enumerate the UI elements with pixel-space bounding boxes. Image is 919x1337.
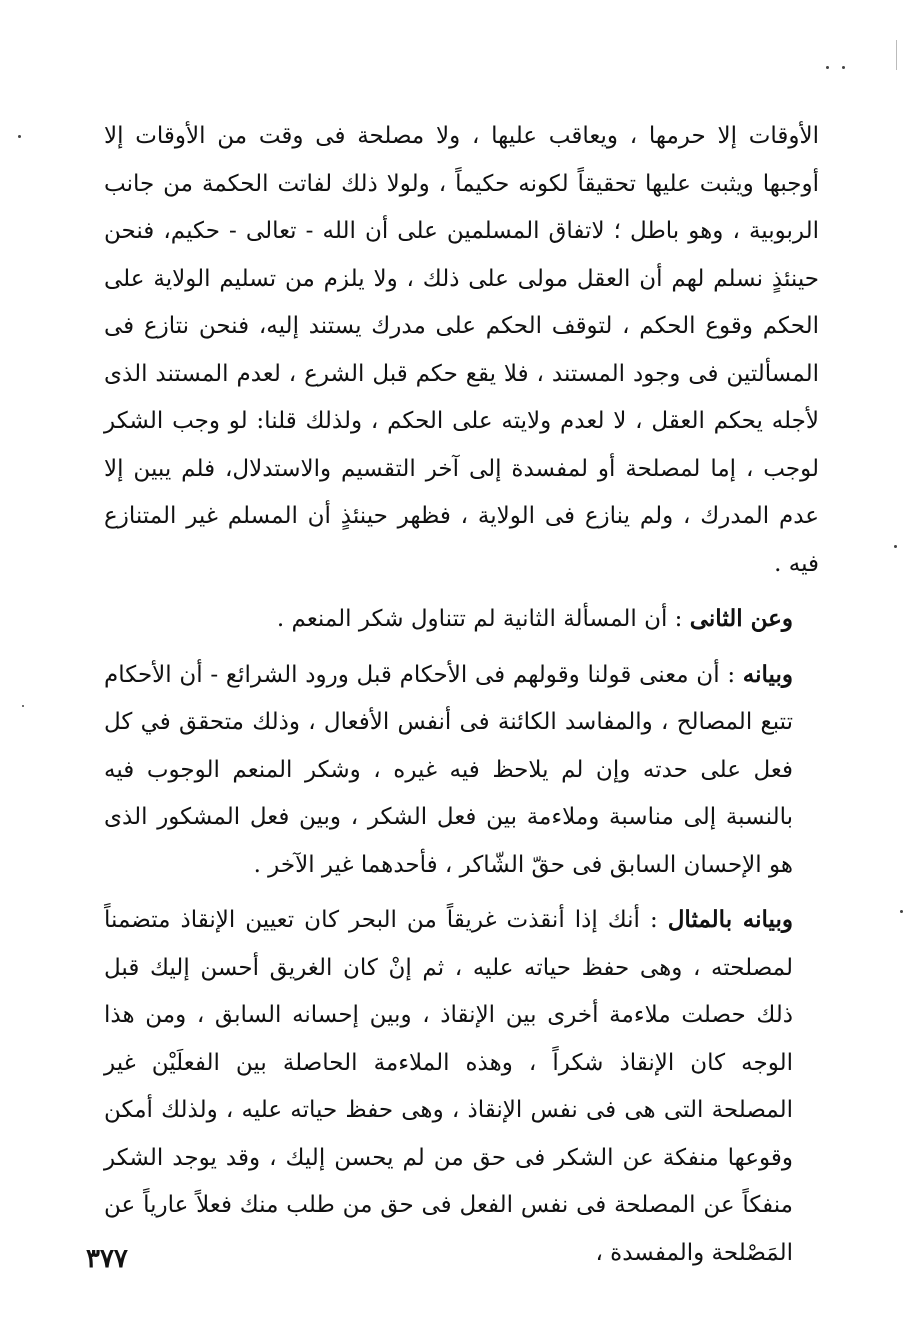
paragraph-2-text: : أن المسألة الثانية لم تتناول شكر المنعم . bbox=[276, 606, 690, 632]
page-number: ٣٧٧ bbox=[86, 1244, 128, 1274]
scan-edge-line bbox=[896, 40, 897, 70]
scan-speck bbox=[894, 545, 897, 548]
paragraph-1 bbox=[104, 112, 819, 588]
paragraph-4 bbox=[104, 896, 819, 1277]
paragraph-3-lead: وبيانه bbox=[742, 660, 793, 688]
paragraph-4-text: : أنك إذا أنقذت غريقاً من البحر كان تعيين الإنقاذ متضمناً لمصلحته ، وهى حفظ حياته عليه ، ثم إنْ كان الغريق أحسن إليك قبل ذلك حصلت ملاءمة أخرى بين الإنقاذ ، وبين إحسانه السابق ، ومن هذا الوجه كان الإنقاذ شكراً ، وهذه الملاءمة الحاصلة بين الفعلَيْن غير المصلحة التى هى فى نفس الإنقاذ ، وهى حفظ حياته عليه ، ولذلك أمكن وقوعها منفكة عن الشكر فى حق من لم يحسن إليك ، وقد يوجد الشكر منفكاً عن المصلحة فى نفس الفعل فى حق من طلب منك فعلاً عارياً عن المَصْلحة والمفسدة ، bbox=[104, 907, 793, 1266]
scan-speck bbox=[826, 66, 829, 69]
paragraph-2 bbox=[104, 595, 819, 644]
paragraph-4-lead: وبيانه بالمثال bbox=[667, 906, 793, 933]
scan-speck bbox=[842, 66, 845, 69]
body-text bbox=[104, 112, 819, 1277]
paragraph-2-lead: وعن الثانى bbox=[689, 605, 793, 632]
paragraph-1-text: الأوقات إلا حرمها ، ويعاقب عليها ، ولا مصلحة فى وقت من الأوقات إلا أوجبها ويثبت عليها تحقيقاً لكونه حكيماً ، ولولا ذلك لفاتت الحكمة من جانب الربوبية ، وهو باطل ؛ لاتفاق المسلمين على أن الله - تعالى - حكيم، فنحن حينئذٍ نسلم لهم أن العقل مولى على ذلك ، ولا يلزم من تسليم الولاية على الحكم وقوع الحكم ، لتوقف الحكم على مدرك يستند إليه، فنحن نتازع فى المسألتين فى وجود المستند ، فلا يقع حكم قبل الشرع ، لعدم المستند الذى لأجله يحكم العقل ، لا لعدم ولايته على الحكم ، ولذلك قلنا: لو وجب الشكر لوجب ، إما لمصلحة أو لمفسدة إلى آخر التقسيم والاستدلال، فلم يبين إلا عدم المدرك ، ولم ينازع فى الولاية ، فظهر حينئذٍ أن المسلم غير المتنازع فيه . bbox=[104, 123, 819, 577]
scan-speck bbox=[22, 705, 24, 707]
scan-speck bbox=[900, 910, 903, 913]
paragraph-3 bbox=[104, 651, 819, 890]
scan-speck bbox=[18, 135, 21, 138]
paragraph-3-text: : أن معنى قولنا وقولهم فى الأحكام قبل ورود الشرائع - أن الأحكام تتبع المصالح ، والمفاسد الكائنة فى أنفس الأفعال ، وذلك متحقق في كل فعل على حدته وإن لم يلاحظ فيه غيره ، وشكر المنعم الوجوب فيه بالنسبة إلى مناسبة وملاءمة بين فعل الشكر ، وبين فعل المشكور الذى هو الإحسان السابق فى حقّ الشّاكر ، فأحدهما غير الآخر . bbox=[104, 661, 793, 878]
